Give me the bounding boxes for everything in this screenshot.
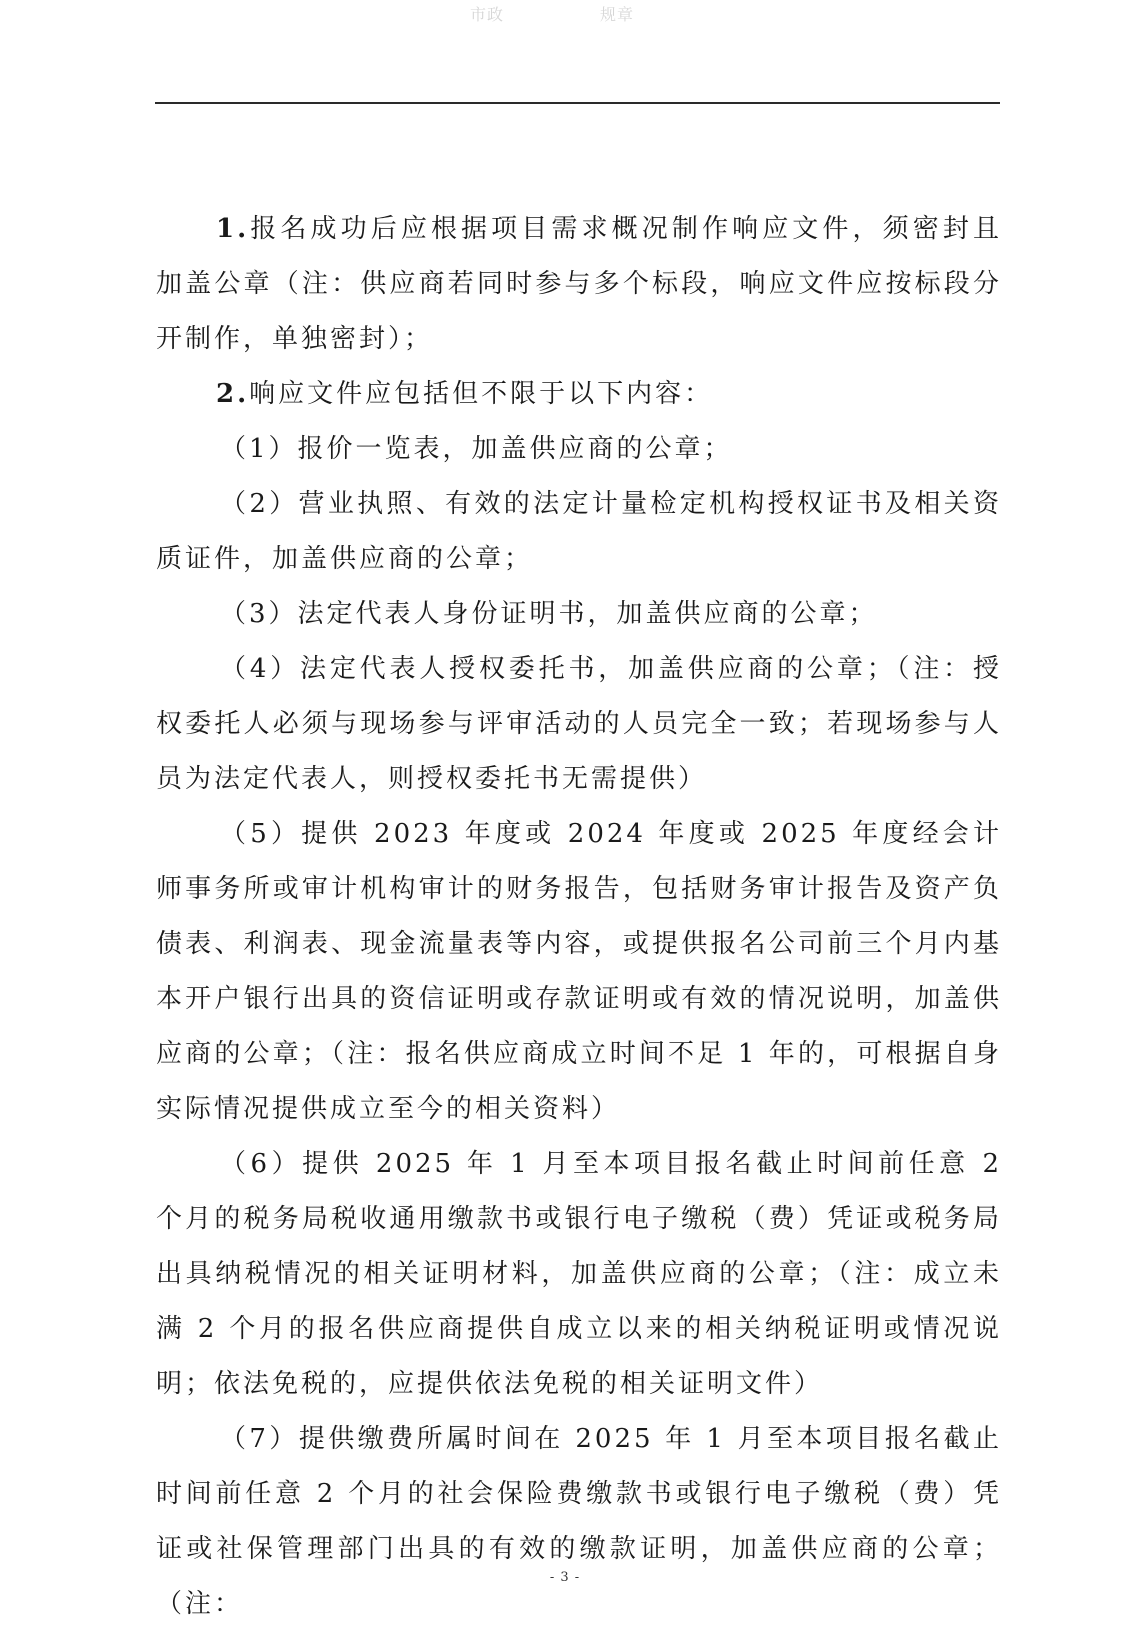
paragraph-2 [156, 367, 1002, 422]
list-item-5: （5）提供 2023 年度或 2024 年度或 2025 年度经会计师事务所或审计机构审计的财务报告，包括财务审计报告及资产负债表、利润表、现金流量表等内容，或提供报名公司前三个月内基本开户银行出具的资信证明或存款证明或有效的情况说明，加盖供应商的公章；（注：报名供应商成立时间不足 1 年的，可根据自身实际情况提供成立至今的相关资料） [156, 819, 1002, 1124]
list-item-6: （6）提供 2025 年 1 月至本项目报名截止时间前任意 2 个月的税务局税收通用缴款书或银行电子缴税（费）凭证或税务局出具纳税情况的相关证明材料，加盖供应商的公章；（注：成立未满 2 个月的报名供应商提供自成立以来的相关纳税证明或情况说明；依法免税的，应提供依法免税的相关证明文件） [156, 1149, 1002, 1399]
scan-artifact-left: 市政 [470, 5, 505, 24]
paragraph-1-number: 1. [216, 214, 250, 244]
paragraph-1-text: 报名成功后应根据项目需求概况制作响应文件，须密封且加盖公章（注：供应商若同时参与多个标段，响应文件应按标段分开制作，单独密封）； [156, 214, 1002, 354]
list-item-7: （7）提供缴费所属时间在 2025 年 1 月至本项目报名截止时间前任意 2 个月的社会保险费缴款书或银行电子缴税（费）凭证或社保管理部门出具的有效的缴款证明，加盖供应商的公章；（注： [156, 1424, 1002, 1619]
header-divider [155, 102, 1000, 104]
document-body [156, 202, 1002, 1632]
scan-artifact-right: 规章 [600, 5, 635, 24]
page-number: - 3 - [549, 1570, 581, 1585]
paragraph-2-number: 2. [216, 379, 250, 409]
list-item-1: （1）报价一览表，加盖供应商的公章； [220, 434, 733, 464]
paragraph-1 [156, 202, 1002, 367]
list-item-3: （3）法定代表人身份证明书，加盖供应商的公章； [220, 599, 878, 629]
list-item-2: （2）营业执照、有效的法定计量检定机构授权证书及相关资质证件，加盖供应商的公章； [156, 489, 1002, 574]
paragraph-2-text: 响应文件应包括但不限于以下内容： [249, 379, 714, 409]
list-item-4: （4）法定代表人授权委托书，加盖供应商的公章；（注：授权委托人必须与现场参与评审活动的人员完全一致；若现场参与人员为法定代表人，则授权委托书无需提供） [156, 654, 1002, 794]
